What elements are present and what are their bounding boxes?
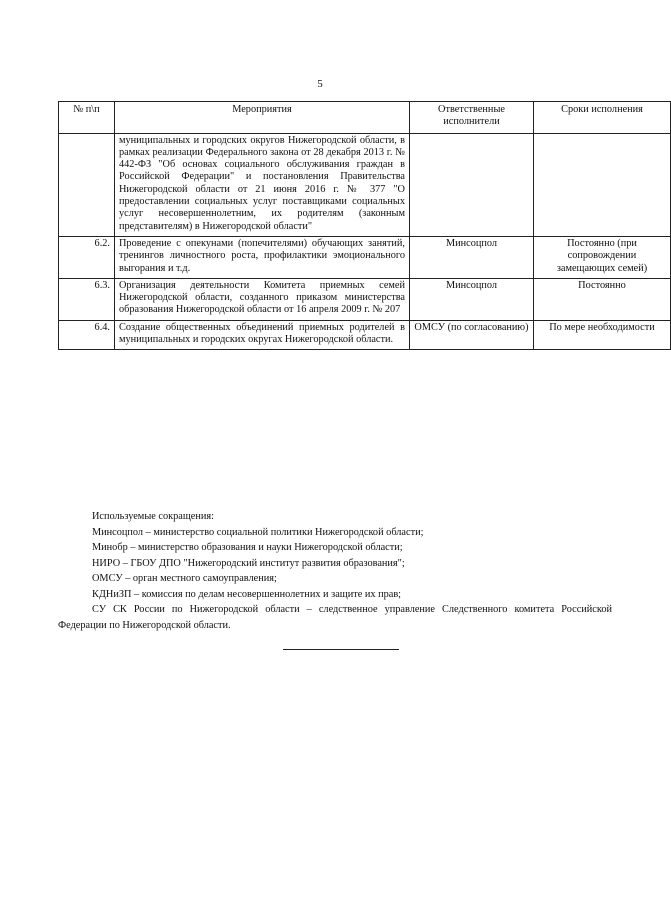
page-number: 5 <box>317 78 323 90</box>
end-divider <box>283 649 399 650</box>
row-responsible: ОМСУ (по согласованию) <box>410 320 534 350</box>
row-number <box>59 133 115 236</box>
header-events: Мероприятия <box>115 102 410 134</box>
row-deadline <box>534 133 671 236</box>
row-deadline: Постоянно <box>534 278 671 320</box>
abbreviation-item: ОМСУ – орган местного самоуправления; <box>92 573 277 584</box>
header-responsible: Ответственные исполнители <box>410 102 534 134</box>
abbreviation-item: КДНиЗП – комиссия по делам несовершеннолетних и защите их прав; <box>92 588 402 600</box>
row-responsible <box>410 133 534 236</box>
row-responsible: Минсоцпол <box>410 236 534 278</box>
table-row <box>59 236 671 278</box>
table-row <box>59 320 671 350</box>
header-deadlines: Сроки исполнения <box>534 102 671 134</box>
row-responsible: Минсоцпол <box>410 278 534 320</box>
header-number: № п\п <box>59 102 115 134</box>
row-deadline: По мере необходимости <box>534 320 671 350</box>
abbreviations-section <box>58 509 612 633</box>
table-header-row <box>59 102 671 134</box>
row-event: Создание общественных объединений приемных родителей в муниципальных и городских округах Нижегородской области. <box>115 320 410 350</box>
table-row <box>59 278 671 320</box>
abbreviation-item: НИРО – ГБОУ ДПО "Нижегородский институт развития образования"; <box>92 557 405 569</box>
row-event: муниципальных и городских округов Нижегородской области, в рамках реализации Федерального закона от 28 декабря 2013 г. № 442-ФЗ "Об основах социального обслуживания граждан в Российской Федерации" и постановления Правительства Нижегородской области от 21 июня 2016 г. № 377 "О предоставлении социальных услуг поставщиками социальных услуг несовершеннолетним, их родителям (законным представителям) в Нижегородской области" <box>115 133 410 236</box>
abbreviation-item: Минобр – министерство образования и науки Нижегородской области; <box>92 542 403 553</box>
row-event: Организация деятельности Комитета приемных семей Нижегородской области, созданного приказом министерства образования Нижегородской области от 16 апреля 2009 г. № 207 <box>115 278 410 320</box>
row-deadline: Постоянно (при сопровождении замещающих семей) <box>534 236 671 278</box>
events-table <box>58 101 671 350</box>
row-event: Проведение с опекунами (попечителями) обучающих занятий, тренингов личностного роста, профилактики эмоционального выгорания и т.д. <box>115 236 410 278</box>
abbreviation-item: СУ СК России по Нижегородской области – следственное управление Следственного комитета Российской Федерации по Нижегородской области. <box>58 604 612 631</box>
row-number: 6.4. <box>59 320 115 350</box>
abbreviation-item: Минсоцпол – министерство социальной политики Нижегородской области; <box>92 526 424 538</box>
table-row <box>59 133 671 236</box>
row-number: 6.2. <box>59 236 115 278</box>
row-number: 6.3. <box>59 278 115 320</box>
abbreviations-title: Используемые сокращения: <box>92 511 214 522</box>
